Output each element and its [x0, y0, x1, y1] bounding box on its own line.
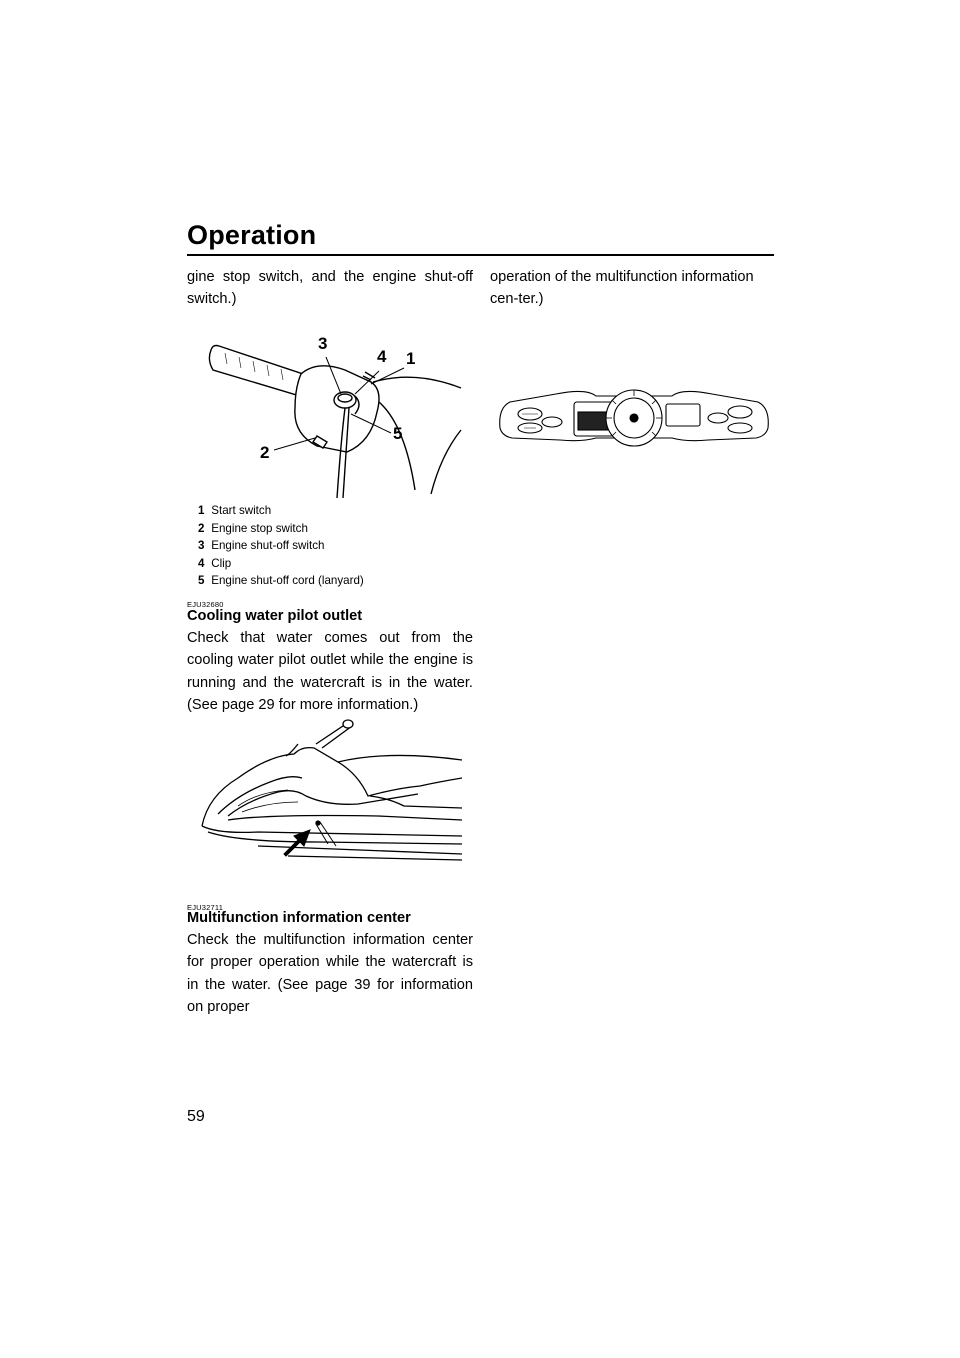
legend-item: 4 Clip — [198, 556, 232, 570]
callout-3: 3 — [318, 334, 328, 353]
handlebar-switch-illustration — [205, 330, 463, 498]
intro-right-text: operation of the multifunction information cen-ter.) — [490, 269, 754, 308]
callout-1: 1 — [406, 349, 416, 368]
section-heading: Cooling water pilot outlet — [187, 608, 363, 624]
intro-right — [490, 266, 774, 311]
figure-legend — [198, 502, 364, 590]
legend-item: 5 Engine shut-off cord (lanyard) — [198, 574, 364, 588]
watercraft-outlet-illustration — [198, 716, 462, 866]
page-title: Operation — [187, 220, 317, 250]
section-body — [187, 627, 473, 717]
legend-item: 2 Engine stop switch — [198, 521, 308, 535]
section-heading: Multifunction information center — [187, 910, 411, 926]
legend-item: 1 Start switch — [198, 504, 272, 517]
multifunction-display-illustration — [496, 380, 772, 458]
callout-4: 4 — [377, 347, 387, 366]
section-code: EJU32711 — [187, 903, 224, 912]
section-body — [187, 929, 473, 1019]
section-text: Check that water comes out from the cooling water pilot outlet while the engine is running and the watercraft is in the water. (See page 29 for more information.) — [187, 630, 473, 714]
page-number: 59 — [187, 1108, 205, 1125]
section-code: EJU32680 — [187, 600, 224, 609]
callout-2: 2 — [260, 443, 270, 462]
legend-item: 3 Engine shut-off switch — [198, 539, 325, 553]
section-text: Check the multifunction information center for proper operation while the watercraft is in the water. (See page 39 for information on proper — [187, 932, 473, 1016]
intro-left — [187, 266, 473, 311]
intro-left-text: gine stop switch, and the engine shut-off switch.) — [187, 269, 473, 308]
callout-5: 5 — [393, 424, 403, 443]
title-rule — [187, 254, 774, 256]
